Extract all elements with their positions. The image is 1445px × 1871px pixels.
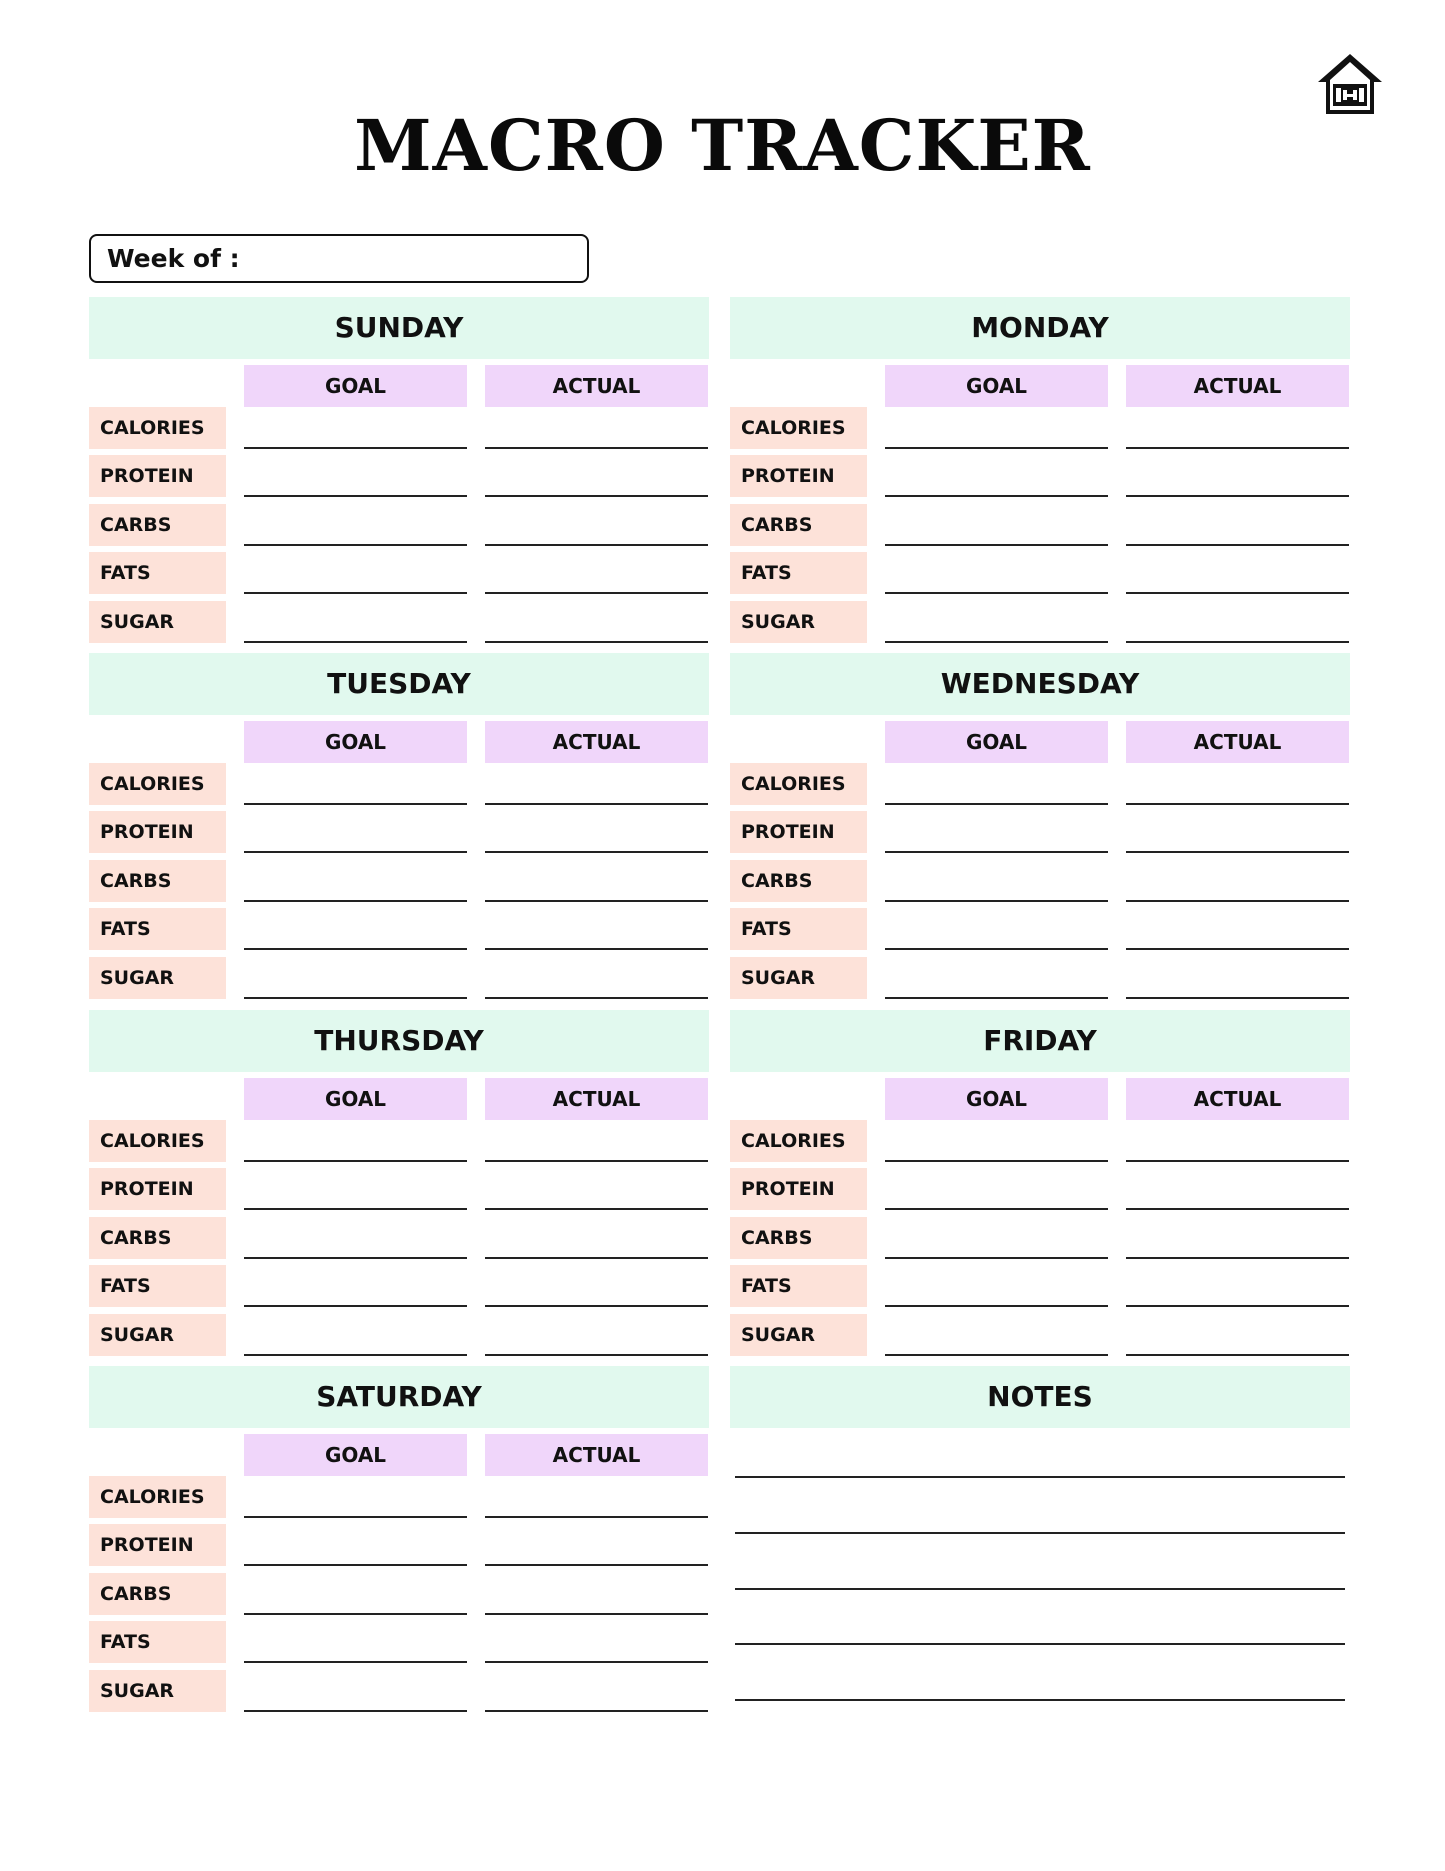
goal-column-header: GOAL (244, 365, 467, 407)
goal-fats-field[interactable] (885, 948, 1108, 950)
macro-label-calories: CALORIES (89, 1476, 226, 1518)
day-block-friday (730, 1010, 1350, 1355)
macro-label-fats: FATS (89, 1265, 226, 1307)
goal-calories-field[interactable] (244, 803, 467, 805)
actual-protein-field[interactable] (1126, 851, 1349, 853)
goal-protein-field[interactable] (885, 851, 1108, 853)
goal-carbs-field[interactable] (885, 1257, 1108, 1259)
macro-label-fats: FATS (89, 908, 226, 950)
notes-line[interactable] (735, 1532, 1345, 1534)
notes-line[interactable] (735, 1699, 1345, 1701)
macro-label-calories: CALORIES (730, 407, 867, 449)
macro-label-fats: FATS (89, 552, 226, 594)
actual-sugar-field[interactable] (485, 997, 708, 999)
goal-protein-field[interactable] (885, 1208, 1108, 1210)
macro-label-calories: CALORIES (730, 763, 867, 805)
goal-sugar-field[interactable] (244, 1354, 467, 1356)
macro-label-protein: PROTEIN (730, 811, 867, 853)
actual-carbs-field[interactable] (485, 1613, 708, 1615)
macro-label-carbs: CARBS (730, 860, 867, 902)
macro-label-sugar: SUGAR (730, 601, 867, 643)
goal-calories-field[interactable] (885, 447, 1108, 449)
actual-calories-field[interactable] (485, 447, 708, 449)
actual-column-header: ACTUAL (1126, 365, 1349, 407)
macro-label-calories: CALORIES (89, 763, 226, 805)
actual-carbs-field[interactable] (485, 1257, 708, 1259)
actual-protein-field[interactable] (485, 495, 708, 497)
macro-label-sugar: SUGAR (89, 601, 226, 643)
actual-calories-field[interactable] (1126, 447, 1349, 449)
goal-sugar-field[interactable] (244, 641, 467, 643)
notes-line[interactable] (735, 1588, 1345, 1590)
goal-fats-field[interactable] (244, 1661, 467, 1663)
actual-protein-field[interactable] (485, 1564, 708, 1566)
actual-column-header: ACTUAL (485, 721, 708, 763)
macro-label-carbs: CARBS (89, 504, 226, 546)
goal-carbs-field[interactable] (244, 1613, 467, 1615)
actual-carbs-field[interactable] (485, 544, 708, 546)
actual-column-header: ACTUAL (1126, 1078, 1349, 1120)
macro-label-fats: FATS (89, 1621, 226, 1663)
day-header-friday: FRIDAY (730, 1010, 1350, 1072)
goal-carbs-field[interactable] (244, 544, 467, 546)
goal-calories-field[interactable] (244, 1516, 467, 1518)
actual-protein-field[interactable] (1126, 1208, 1349, 1210)
day-block-tuesday (89, 653, 709, 998)
actual-protein-field[interactable] (1126, 495, 1349, 497)
goal-fats-field[interactable] (244, 948, 467, 950)
macro-label-fats: FATS (730, 552, 867, 594)
day-header-wednesday: WEDNESDAY (730, 653, 1350, 715)
goal-protein-field[interactable] (244, 495, 467, 497)
goal-sugar-field[interactable] (885, 997, 1108, 999)
actual-calories-field[interactable] (485, 803, 708, 805)
goal-column-header: GOAL (885, 721, 1108, 763)
goal-protein-field[interactable] (244, 851, 467, 853)
actual-calories-field[interactable] (485, 1516, 708, 1518)
macro-label-sugar: SUGAR (730, 957, 867, 999)
goal-carbs-field[interactable] (885, 544, 1108, 546)
actual-sugar-field[interactable] (485, 641, 708, 643)
macro-label-fats: FATS (730, 908, 867, 950)
macro-label-protein: PROTEIN (89, 1168, 226, 1210)
macro-label-calories: CALORIES (89, 407, 226, 449)
notes-header: NOTES (730, 1366, 1350, 1428)
goal-calories-field[interactable] (244, 1160, 467, 1162)
day-block-saturday (89, 1366, 709, 1711)
actual-fats-field[interactable] (1126, 1305, 1349, 1307)
actual-column-header: ACTUAL (485, 1434, 708, 1476)
actual-fats-field[interactable] (485, 1661, 708, 1663)
notes-line[interactable] (735, 1643, 1345, 1645)
actual-fats-field[interactable] (485, 1305, 708, 1307)
goal-column-header: GOAL (885, 1078, 1108, 1120)
day-header-tuesday: TUESDAY (89, 653, 709, 715)
actual-fats-field[interactable] (485, 948, 708, 950)
macro-label-carbs: CARBS (89, 1573, 226, 1615)
actual-column-header: ACTUAL (1126, 721, 1349, 763)
actual-sugar-field[interactable] (1126, 641, 1349, 643)
macro-label-calories: CALORIES (730, 1120, 867, 1162)
actual-protein-field[interactable] (485, 1208, 708, 1210)
actual-column-header: ACTUAL (485, 365, 708, 407)
macro-label-protein: PROTEIN (89, 455, 226, 497)
actual-fats-field[interactable] (485, 592, 708, 594)
actual-sugar-field[interactable] (485, 1354, 708, 1356)
macro-label-protein: PROTEIN (730, 455, 867, 497)
week-of-field[interactable]: Week of : (89, 234, 589, 283)
goal-sugar-field[interactable] (244, 1710, 467, 1712)
goal-fats-field[interactable] (885, 592, 1108, 594)
home-dumbbell-icon (1316, 52, 1384, 116)
macro-label-carbs: CARBS (730, 504, 867, 546)
actual-protein-field[interactable] (485, 851, 708, 853)
day-block-sunday (89, 297, 709, 642)
goal-fats-field[interactable] (244, 592, 467, 594)
actual-carbs-field[interactable] (1126, 1257, 1349, 1259)
day-header-monday: MONDAY (730, 297, 1350, 359)
day-block-wednesday (730, 653, 1350, 998)
goal-sugar-field[interactable] (885, 641, 1108, 643)
day-header-saturday: SATURDAY (89, 1366, 709, 1428)
notes-section (730, 1366, 1350, 1706)
actual-carbs-field[interactable] (485, 900, 708, 902)
actual-fats-field[interactable] (1126, 592, 1349, 594)
goal-calories-field[interactable] (244, 447, 467, 449)
goal-calories-field[interactable] (885, 803, 1108, 805)
goal-fats-field[interactable] (244, 1305, 467, 1307)
macro-label-sugar: SUGAR (89, 1314, 226, 1356)
macro-label-sugar: SUGAR (89, 957, 226, 999)
day-block-thursday (89, 1010, 709, 1355)
day-block-monday (730, 297, 1350, 642)
macro-label-sugar: SUGAR (730, 1314, 867, 1356)
goal-column-header: GOAL (244, 1078, 467, 1120)
goal-sugar-field[interactable] (885, 1354, 1108, 1356)
macro-label-protein: PROTEIN (89, 811, 226, 853)
goal-carbs-field[interactable] (885, 900, 1108, 902)
macro-label-carbs: CARBS (89, 1217, 226, 1259)
actual-calories-field[interactable] (485, 1160, 708, 1162)
macro-label-sugar: SUGAR (89, 1670, 226, 1712)
actual-fats-field[interactable] (1126, 948, 1349, 950)
actual-carbs-field[interactable] (1126, 544, 1349, 546)
notes-line[interactable] (735, 1476, 1345, 1478)
macro-label-carbs: CARBS (730, 1217, 867, 1259)
goal-carbs-field[interactable] (244, 900, 467, 902)
goal-column-header: GOAL (885, 365, 1108, 407)
actual-sugar-field[interactable] (485, 1710, 708, 1712)
actual-calories-field[interactable] (1126, 1160, 1349, 1162)
macro-label-fats: FATS (730, 1265, 867, 1307)
goal-column-header: GOAL (244, 721, 467, 763)
goal-protein-field[interactable] (885, 495, 1108, 497)
goal-sugar-field[interactable] (244, 997, 467, 999)
macro-label-protein: PROTEIN (730, 1168, 867, 1210)
actual-calories-field[interactable] (1126, 803, 1349, 805)
page-title: MACRO TRACKER (354, 104, 1091, 187)
goal-protein-field[interactable] (244, 1208, 467, 1210)
actual-sugar-field[interactable] (1126, 997, 1349, 999)
goal-protein-field[interactable] (244, 1564, 467, 1566)
day-header-sunday: SUNDAY (89, 297, 709, 359)
goal-carbs-field[interactable] (244, 1257, 467, 1259)
day-header-thursday: THURSDAY (89, 1010, 709, 1072)
goal-calories-field[interactable] (885, 1160, 1108, 1162)
actual-carbs-field[interactable] (1126, 900, 1349, 902)
macro-label-calories: CALORIES (89, 1120, 226, 1162)
actual-sugar-field[interactable] (1126, 1354, 1349, 1356)
macro-label-carbs: CARBS (89, 860, 226, 902)
macro-label-protein: PROTEIN (89, 1524, 226, 1566)
goal-fats-field[interactable] (885, 1305, 1108, 1307)
goal-column-header: GOAL (244, 1434, 467, 1476)
actual-column-header: ACTUAL (485, 1078, 708, 1120)
